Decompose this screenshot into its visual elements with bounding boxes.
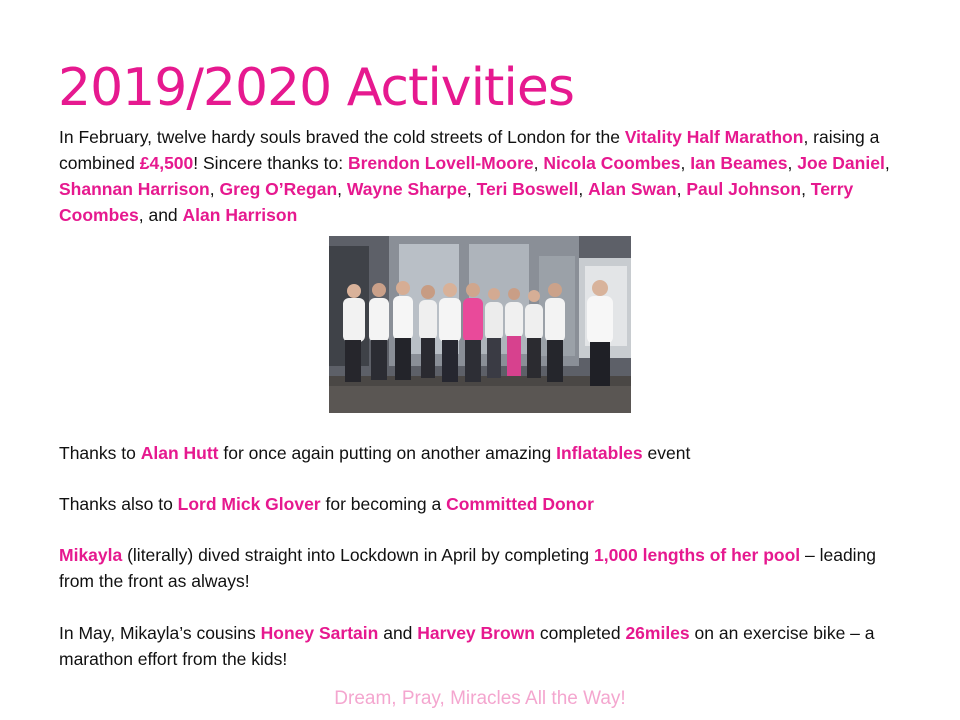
- slide-footer-motto: Dream, Pray, Miracles All the Way!: [334, 688, 626, 709]
- text: (literally) dived straight into Lockdown in April by completing: [122, 545, 594, 565]
- separator: ,: [209, 179, 220, 199]
- achievement: 1,000 lengths of her pool: [593, 545, 801, 565]
- separator: , and: [138, 205, 183, 225]
- separator: ,: [787, 153, 798, 173]
- runner-name: Shannan Harrison: [59, 179, 210, 199]
- separator: ,: [801, 179, 811, 199]
- separator: ,: [337, 179, 347, 199]
- runner-name: Alan Harrison: [182, 205, 298, 225]
- text: – leading from the front as always!: [59, 545, 877, 591]
- text: on an exercise bike – a marathon effort from the kids!: [59, 623, 875, 669]
- person-name: Honey Sartain: [260, 623, 379, 643]
- person-name: Harvey Brown: [417, 623, 535, 643]
- separator: ,: [466, 179, 477, 199]
- text: and: [378, 623, 418, 643]
- text: In May, Mikayla’s cousins: [59, 623, 261, 643]
- text: Thanks to: [59, 443, 141, 463]
- text: In February, twelve hardy souls braved the cold streets of London for the: [59, 127, 625, 147]
- achievement: 26miles: [625, 623, 690, 643]
- runner-name: Nicola Coombes: [543, 153, 681, 173]
- group-photo: [329, 236, 631, 413]
- text: Thanks also to: [59, 494, 178, 514]
- runner-name: Paul Johnson: [686, 179, 802, 199]
- event-name: Inflatables: [556, 443, 643, 463]
- text: ! Sincere thanks to:: [193, 153, 348, 173]
- text: for once again putting on another amazing: [218, 443, 557, 463]
- person-name: Alan Hutt: [140, 443, 219, 463]
- text: , raising a combined: [59, 127, 880, 173]
- person-name: Mikayla: [59, 545, 123, 565]
- runner-name: Brendon Lovell-Moore: [347, 153, 534, 173]
- event-name: Vitality Half Marathon: [624, 127, 804, 147]
- paragraph-pool-lengths: [59, 542, 909, 594]
- donor-role: Committed Donor: [446, 494, 594, 514]
- person-name: Lord Mick Glover: [177, 494, 321, 514]
- paragraph-half-marathon: [59, 124, 909, 228]
- runner-name: Greg O’Regan: [219, 179, 338, 199]
- separator: ,: [884, 153, 890, 173]
- runner-name: Wayne Sharpe: [346, 179, 467, 199]
- runner-name: Terry Coombes: [59, 179, 854, 225]
- text: completed: [534, 623, 626, 643]
- group-photo-illustration: [329, 236, 631, 413]
- separator: ,: [680, 153, 691, 173]
- separator: ,: [533, 153, 544, 173]
- runner-name: Teri Boswell: [476, 179, 579, 199]
- amount-raised: £4,500: [139, 153, 194, 173]
- paragraph-inflatables: [59, 440, 909, 466]
- runner-name: Ian Beames: [690, 153, 788, 173]
- paragraph-committed-donor: [59, 491, 909, 517]
- paragraph-exercise-bike: [59, 620, 909, 672]
- text: event: [642, 443, 691, 463]
- text: for becoming a: [320, 494, 447, 514]
- runner-name: Alan Swan: [588, 179, 677, 199]
- separator: ,: [676, 179, 687, 199]
- separator: ,: [578, 179, 589, 199]
- slide-title: 2019/2020 Activities: [58, 58, 574, 118]
- runner-name: Joe Daniel: [797, 153, 885, 173]
